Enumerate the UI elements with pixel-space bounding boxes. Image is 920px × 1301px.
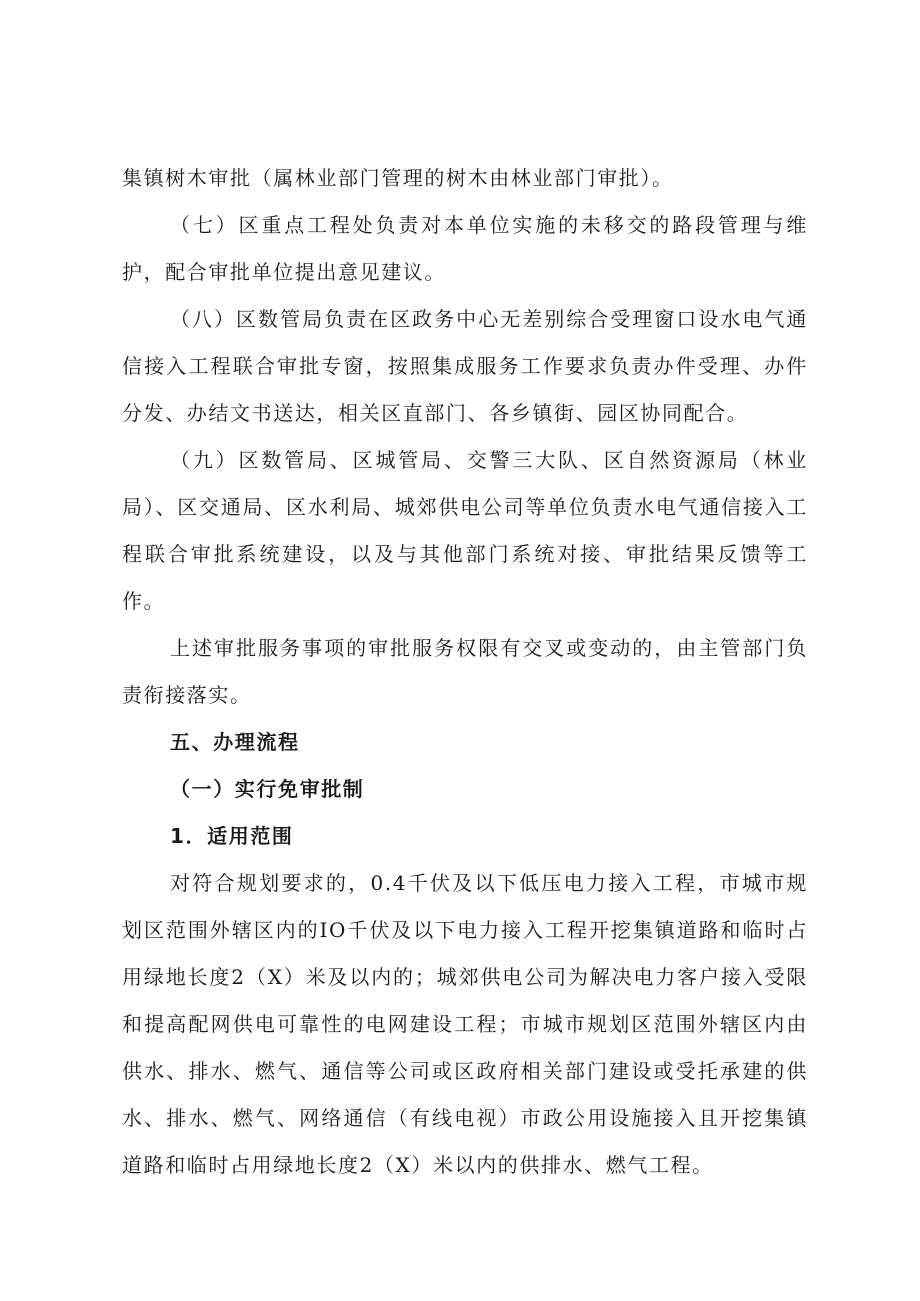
item-heading-scope: 1．适用范围 <box>170 824 294 848</box>
paragraph-continuation: 集镇树木审批（属林业部门管理的树木由林业部门审批）。 <box>122 166 674 190</box>
subsection-heading-1: （一）实行免审批制 <box>170 777 365 801</box>
paragraph-scope: 对符合规划要求的，0.4千伏及以下低压电力接入工程，市城市规划区范围外辖区内的IO千伏及以下电力接入工程开挖集镇道路和临时占用绿地长度2（X）米及以内的；城郊供电公司为解决电力客户接入受限和提高配网供电可靠性的电网建设工程；市城市规划区范围外辖区内由供水、排水、燃气、通信等公司或区政府相关部门建设或受托承建的供水、排水、燃气、网络通信（有线电视）市政公用设施接入且开挖集镇道路和临时占用绿地长度2（X）米以内的供排水、燃气工程。 <box>122 871 808 1177</box>
paragraph-item-9: （九）区数管局、区城管局、交警三大队、区自然资源局（林业局）、区交通局、区水利局、城郊供电公司等单位负责水电气通信接入工程联合审批系统建设，以及与其他部门系统对接、审批结果反馈等工作。 <box>122 448 808 613</box>
paragraph-permissions: 上述审批服务事项的审批服务权限有交叉或变动的，由主管部门负责衔接落实。 <box>122 636 808 707</box>
paragraph-item-7: （七）区重点工程处负责对本单位实施的未移交的路段管理与维护，配合审批单位提出意见建议。 <box>122 213 808 284</box>
paragraph-item-8: （八）区数管局负责在区政务中心无差别综合受理窗口设水电气通信接入工程联合审批专窗，按照集成服务工作要求负责办件受理、办件分发、办结文书送达，相关区直部门、各乡镇街、园区协同配合。 <box>122 307 808 425</box>
document-body <box>122 155 808 1189</box>
section-heading-5: 五、办理流程 <box>170 730 300 754</box>
